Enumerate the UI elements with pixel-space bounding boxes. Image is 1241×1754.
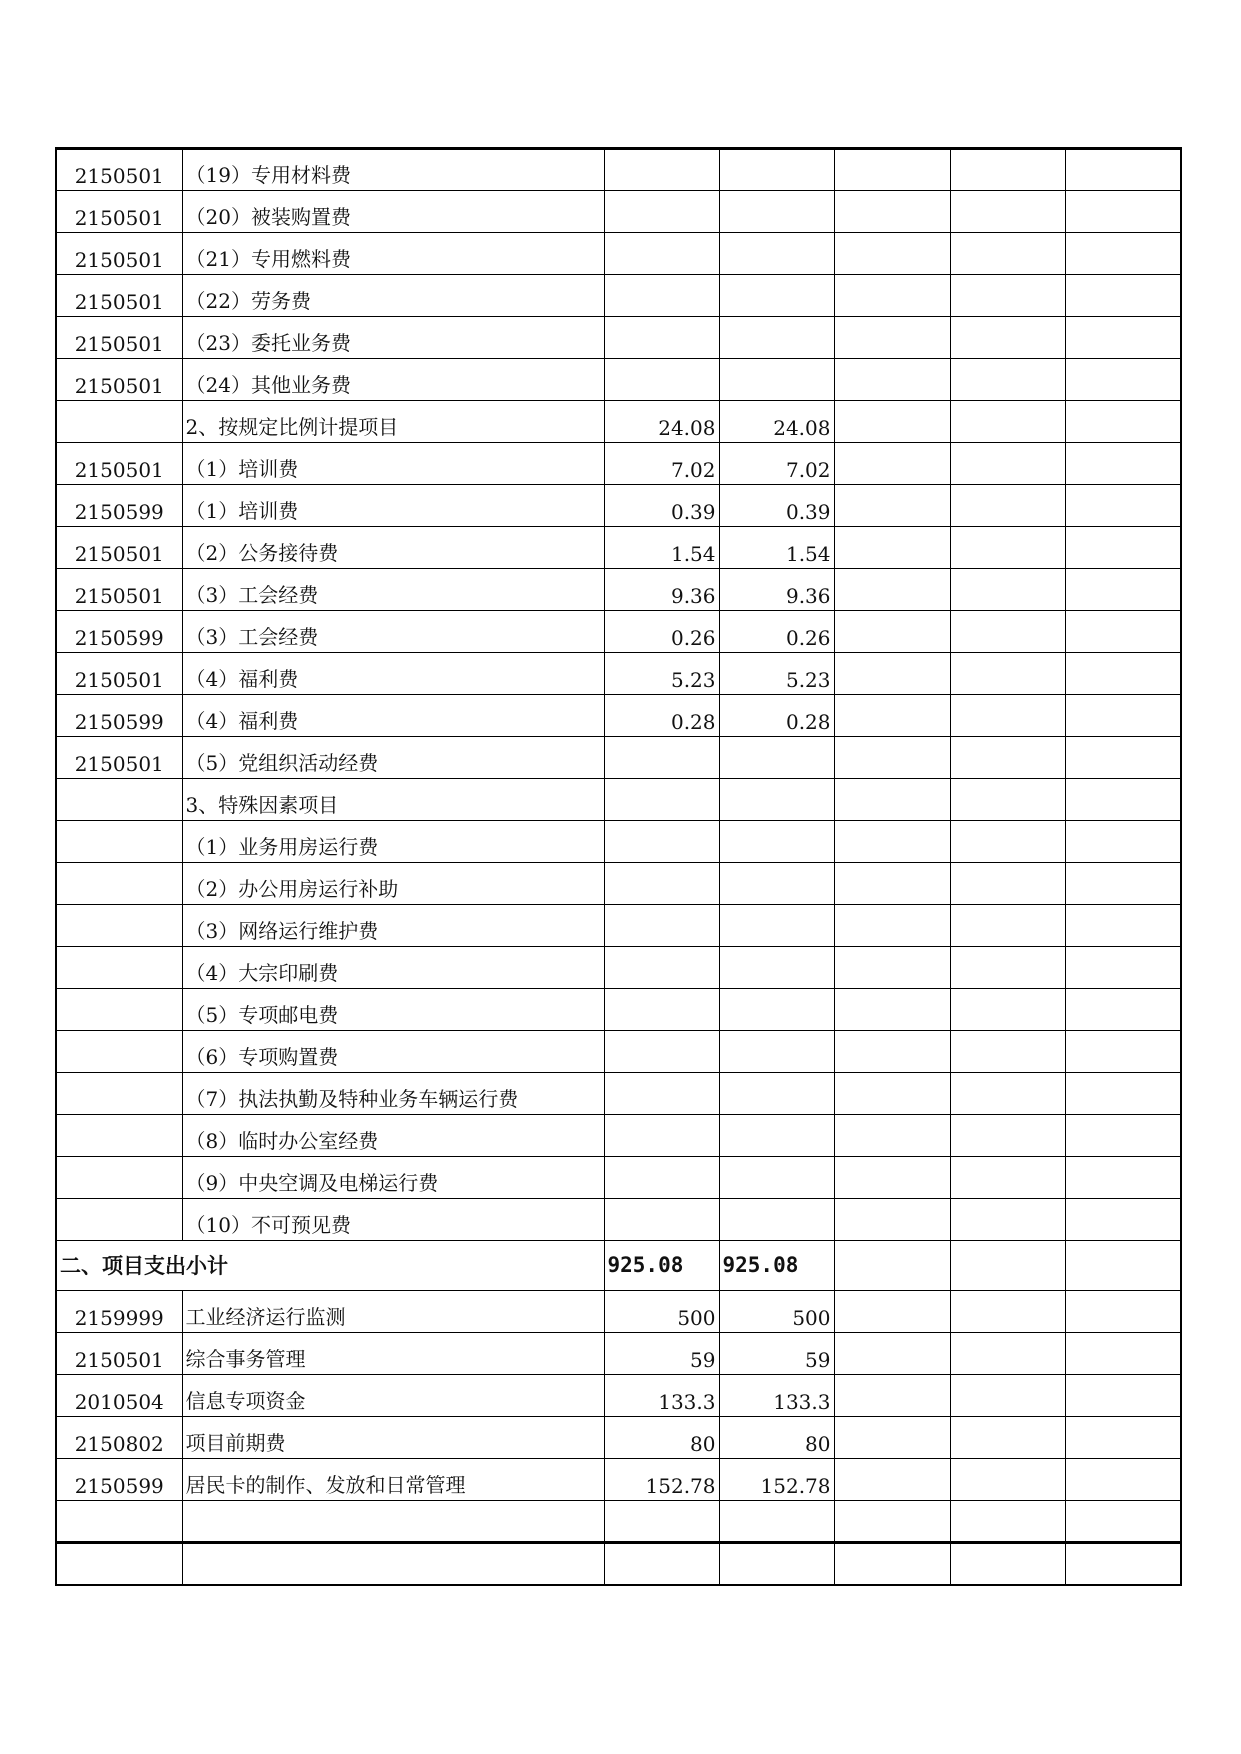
amount-cell[interactable]	[604, 359, 719, 401]
table-cell-col7[interactable]	[1065, 653, 1181, 695]
table-row	[56, 149, 1181, 191]
table-cell-col7[interactable]	[1065, 485, 1181, 527]
subject-code-cell[interactable]: 2150599	[56, 485, 182, 527]
table-cell-col6[interactable]	[950, 989, 1065, 1031]
table-row	[56, 989, 1181, 1031]
amount-cell[interactable]: 24.08	[604, 401, 719, 443]
item-name-cell[interactable]: （6）专项购置费	[182, 1031, 604, 1073]
amount-cell[interactable]: 24.08	[719, 401, 834, 443]
table-cell-col6[interactable]	[950, 1241, 1065, 1291]
item-name-cell[interactable]: （20）被装购置费	[182, 191, 604, 233]
table-cell-col6[interactable]	[950, 1543, 1065, 1585]
table-row	[56, 863, 1181, 905]
table-cell-col5[interactable]	[834, 737, 950, 779]
table-body	[56, 149, 1181, 1585]
subject-code-cell[interactable]: 2150501	[56, 149, 182, 191]
amount-cell[interactable]	[719, 1157, 834, 1199]
subject-code-cell[interactable]: 2150501	[56, 653, 182, 695]
subject-code-cell[interactable]: 2150501	[56, 275, 182, 317]
table-cell-col6[interactable]	[950, 1115, 1065, 1157]
amount-cell[interactable]: 152.78	[604, 1459, 719, 1501]
amount-cell[interactable]: 152.78	[719, 1459, 834, 1501]
subject-code-cell[interactable]: 2159999	[56, 1291, 182, 1333]
amount-cell[interactable]	[719, 149, 834, 191]
amount-cell[interactable]: 0.28	[604, 695, 719, 737]
table-cell-col7[interactable]	[1065, 1031, 1181, 1073]
table-cell-col5[interactable]	[834, 821, 950, 863]
table-cell-col6[interactable]	[950, 737, 1065, 779]
table-row	[56, 1199, 1181, 1241]
table-cell-col6[interactable]	[950, 1073, 1065, 1115]
amount-cell[interactable]	[719, 947, 834, 989]
table-cell-col6[interactable]	[950, 863, 1065, 905]
amount-cell[interactable]: 0.39	[604, 485, 719, 527]
amount-cell[interactable]: 80	[604, 1417, 719, 1459]
item-name-cell[interactable]: （3）工会经费	[182, 611, 604, 653]
table-cell-col7[interactable]	[1065, 695, 1181, 737]
table-cell-col7[interactable]	[1065, 1115, 1181, 1157]
table-row	[56, 401, 1181, 443]
subject-code-cell[interactable]	[56, 1501, 182, 1543]
table-row	[56, 737, 1181, 779]
table-cell-col6[interactable]	[950, 653, 1065, 695]
table-cell-col5[interactable]	[834, 569, 950, 611]
amount-cell[interactable]: 59	[719, 1333, 834, 1375]
table-row	[56, 905, 1181, 947]
item-name-cell[interactable]: 项目前期费	[182, 1417, 604, 1459]
subject-code-cell[interactable]	[56, 401, 182, 443]
table-cell-col7[interactable]	[1065, 233, 1181, 275]
table-cell-col6[interactable]	[950, 1031, 1065, 1073]
amount-cell[interactable]	[719, 821, 834, 863]
amount-cell[interactable]: 0.26	[719, 611, 834, 653]
table-cell-col6[interactable]	[950, 1157, 1065, 1199]
table-row	[56, 233, 1181, 275]
item-name-cell[interactable]	[182, 1543, 604, 1585]
amount-cell[interactable]	[604, 317, 719, 359]
table-cell-col5[interactable]	[834, 191, 950, 233]
table-cell-col6[interactable]	[950, 1417, 1065, 1459]
table-cell-col6[interactable]	[950, 611, 1065, 653]
table-cell-col6[interactable]	[950, 527, 1065, 569]
table-cell-col7[interactable]	[1065, 947, 1181, 989]
amount-cell[interactable]	[604, 1199, 719, 1241]
table-cell-col6[interactable]	[950, 1501, 1065, 1543]
amount-cell[interactable]	[604, 821, 719, 863]
subject-code-cell[interactable]: 2010504	[56, 1375, 182, 1417]
amount-cell[interactable]	[719, 1199, 834, 1241]
item-name-cell[interactable]: （1）培训费	[182, 485, 604, 527]
amount-cell[interactable]	[604, 191, 719, 233]
amount-cell[interactable]: 59	[604, 1333, 719, 1375]
amount-cell[interactable]	[719, 359, 834, 401]
table-cell-col5[interactable]	[834, 485, 950, 527]
table-row	[56, 1157, 1181, 1199]
amount-cell[interactable]: 133.3	[604, 1375, 719, 1417]
amount-cell[interactable]	[719, 863, 834, 905]
amount-cell[interactable]	[604, 905, 719, 947]
subject-code-cell[interactable]: 2150501	[56, 569, 182, 611]
table-cell-col6[interactable]	[950, 1291, 1065, 1333]
amount-cell[interactable]	[719, 1031, 834, 1073]
amount-cell[interactable]	[604, 275, 719, 317]
item-name-cell[interactable]: （4）福利费	[182, 653, 604, 695]
budget-table	[55, 147, 1182, 1586]
table-row	[56, 947, 1181, 989]
subtotal-amount[interactable]: 925.08	[604, 1241, 719, 1291]
subject-code-cell[interactable]: 2150599	[56, 611, 182, 653]
table-row	[56, 611, 1181, 653]
table-cell-col5[interactable]	[834, 1031, 950, 1073]
table-cell-col6[interactable]	[950, 359, 1065, 401]
item-name-cell[interactable]: （3）网络运行维护费	[182, 905, 604, 947]
table-cell-col4[interactable]	[719, 1543, 834, 1585]
table-cell-col6[interactable]	[950, 233, 1065, 275]
table-cell-col5[interactable]	[834, 1199, 950, 1241]
table-cell-col7[interactable]	[1065, 1459, 1181, 1501]
table-cell-col7[interactable]	[1065, 821, 1181, 863]
amount-cell[interactable]	[604, 779, 719, 821]
amount-cell[interactable]	[604, 1031, 719, 1073]
subject-code-cell[interactable]: 2150599	[56, 695, 182, 737]
table-cell-col5[interactable]	[834, 989, 950, 1031]
amount-cell[interactable]: 7.02	[604, 443, 719, 485]
table-cell-col6[interactable]	[950, 695, 1065, 737]
table-cell-col7[interactable]	[1065, 611, 1181, 653]
subject-code-cell[interactable]	[56, 1157, 182, 1199]
item-name-cell[interactable]: （5）党组织活动经费	[182, 737, 604, 779]
table-cell-col7[interactable]	[1065, 1417, 1181, 1459]
amount-cell[interactable]	[604, 863, 719, 905]
table-row	[56, 275, 1181, 317]
amount-cell[interactable]: 7.02	[719, 443, 834, 485]
table-row	[56, 1115, 1181, 1157]
amount-cell[interactable]: 500	[604, 1291, 719, 1333]
table-cell-col7[interactable]	[1065, 1543, 1181, 1585]
subject-code-cell[interactable]	[56, 1199, 182, 1241]
amount-cell[interactable]	[604, 1073, 719, 1115]
item-name-cell[interactable]: （1）培训费	[182, 443, 604, 485]
table-row	[56, 1291, 1181, 1333]
item-name-cell[interactable]: （24）其他业务费	[182, 359, 604, 401]
subject-code-cell[interactable]: 2150501	[56, 233, 182, 275]
amount-cell[interactable]: 5.23	[719, 653, 834, 695]
subtotal-label[interactable]: 二、项目支出小计	[56, 1241, 604, 1291]
table-cell-col5[interactable]	[834, 443, 950, 485]
item-name-cell[interactable]: （7）执法执勤及特种业务车辆运行费	[182, 1073, 604, 1115]
table-cell-col5[interactable]	[834, 233, 950, 275]
amount-cell[interactable]	[604, 149, 719, 191]
table-cell-col7[interactable]	[1065, 527, 1181, 569]
subject-code-cell[interactable]	[56, 1031, 182, 1073]
table-cell-col7[interactable]	[1065, 779, 1181, 821]
item-name-cell[interactable]: （21）专用燃料费	[182, 233, 604, 275]
subject-code-cell[interactable]: 2150501	[56, 359, 182, 401]
amount-cell[interactable]	[719, 275, 834, 317]
table-row	[56, 569, 1181, 611]
item-name-cell[interactable]: 2、按规定比例计提项目	[182, 401, 604, 443]
table-row	[56, 1375, 1181, 1417]
subject-code-cell[interactable]	[56, 1115, 182, 1157]
table-cell-col5[interactable]	[834, 611, 950, 653]
table-cell-col5[interactable]	[834, 401, 950, 443]
table-cell-col3[interactable]	[604, 1543, 719, 1585]
subject-code-cell[interactable]	[56, 1073, 182, 1115]
table-cell-col7[interactable]	[1065, 1241, 1181, 1291]
subject-code-cell[interactable]	[56, 989, 182, 1031]
table-row	[56, 485, 1181, 527]
amount-cell[interactable]: 133.3	[719, 1375, 834, 1417]
amount-cell[interactable]: 0.28	[719, 695, 834, 737]
table-row	[56, 317, 1181, 359]
table-row	[56, 359, 1181, 401]
table-cell-col5[interactable]	[834, 1417, 950, 1459]
amount-cell[interactable]	[719, 1115, 834, 1157]
table-cell-col5[interactable]	[834, 947, 950, 989]
table-cell-col6[interactable]	[950, 485, 1065, 527]
item-name-cell[interactable]: （2）办公用房运行补助	[182, 863, 604, 905]
item-name-cell[interactable]: （23）委托业务费	[182, 317, 604, 359]
table-cell-col5[interactable]	[834, 1333, 950, 1375]
table-cell-col6[interactable]	[950, 149, 1065, 191]
subject-code-cell[interactable]	[56, 779, 182, 821]
amount-cell[interactable]	[604, 989, 719, 1031]
table-cell-col6[interactable]	[950, 1333, 1065, 1375]
item-name-cell[interactable]: 信息专项资金	[182, 1375, 604, 1417]
amount-cell[interactable]	[719, 737, 834, 779]
item-name-cell[interactable]: 工业经济运行监测	[182, 1291, 604, 1333]
table-row	[56, 1459, 1181, 1501]
table-cell-col5[interactable]	[834, 1291, 950, 1333]
empty-row	[56, 1543, 1181, 1585]
subject-code-cell[interactable]: 2150802	[56, 1417, 182, 1459]
table-cell-col5[interactable]	[834, 149, 950, 191]
table-cell-col6[interactable]	[950, 443, 1065, 485]
item-name-cell[interactable]: （22）劳务费	[182, 275, 604, 317]
amount-cell[interactable]	[604, 1115, 719, 1157]
amount-cell[interactable]	[719, 1073, 834, 1115]
amount-cell[interactable]	[719, 191, 834, 233]
table-cell-col5[interactable]	[834, 275, 950, 317]
item-name-cell[interactable]: （1）业务用房运行费	[182, 821, 604, 863]
table-cell-col4[interactable]	[719, 1501, 834, 1543]
table-cell-col5[interactable]	[834, 1543, 950, 1585]
table-cell-col6[interactable]	[950, 1459, 1065, 1501]
amount-cell[interactable]: 500	[719, 1291, 834, 1333]
amount-cell[interactable]	[604, 737, 719, 779]
amount-cell[interactable]	[604, 233, 719, 275]
table-cell-col6[interactable]	[950, 779, 1065, 821]
table-cell-col6[interactable]	[950, 317, 1065, 359]
item-name-cell[interactable]: （3）工会经费	[182, 569, 604, 611]
amount-cell[interactable]	[719, 233, 834, 275]
item-name-cell[interactable]: （9）中央空调及电梯运行费	[182, 1157, 604, 1199]
table-row	[56, 1073, 1181, 1115]
table-cell-col6[interactable]	[950, 1199, 1065, 1241]
item-name-cell[interactable]: 居民卡的制作、发放和日常管理	[182, 1459, 604, 1501]
subject-code-cell[interactable]: 2150599	[56, 1459, 182, 1501]
table-row	[56, 191, 1181, 233]
subject-code-cell[interactable]: 2150501	[56, 527, 182, 569]
table-cell-col5[interactable]	[834, 359, 950, 401]
subject-code-cell[interactable]: 2150501	[56, 443, 182, 485]
amount-cell[interactable]: 9.36	[604, 569, 719, 611]
amount-cell[interactable]: 5.23	[604, 653, 719, 695]
empty-row	[56, 1501, 1181, 1543]
table-cell-col5[interactable]	[834, 695, 950, 737]
amount-cell[interactable]	[719, 905, 834, 947]
item-name-cell[interactable]: （4）福利费	[182, 695, 604, 737]
table-row	[56, 1333, 1181, 1375]
table-cell-col6[interactable]	[950, 905, 1065, 947]
table-cell-col7[interactable]	[1065, 1157, 1181, 1199]
table-cell-col7[interactable]	[1065, 401, 1181, 443]
table-cell-col7[interactable]	[1065, 275, 1181, 317]
table-cell-col7[interactable]	[1065, 737, 1181, 779]
table-cell-col7[interactable]	[1065, 905, 1181, 947]
amount-cell[interactable]: 80	[719, 1417, 834, 1459]
item-name-cell[interactable]: （10）不可预见费	[182, 1199, 604, 1241]
table-cell-col5[interactable]	[834, 653, 950, 695]
table-cell-col7[interactable]	[1065, 1291, 1181, 1333]
table-cell-col5[interactable]	[834, 1375, 950, 1417]
table-row	[56, 1417, 1181, 1459]
amount-cell[interactable]	[604, 947, 719, 989]
table-cell-col5[interactable]	[834, 1241, 950, 1291]
subject-code-cell[interactable]	[56, 905, 182, 947]
table-cell-col5[interactable]	[834, 779, 950, 821]
subtotal-amount[interactable]: 925.08	[719, 1241, 834, 1291]
table-row	[56, 527, 1181, 569]
item-name-cell[interactable]: （19）专用材料费	[182, 149, 604, 191]
table-cell-col7[interactable]	[1065, 359, 1181, 401]
subject-code-cell[interactable]: 2150501	[56, 737, 182, 779]
table-cell-col7[interactable]	[1065, 191, 1181, 233]
item-name-cell[interactable]: 综合事务管理	[182, 1333, 604, 1375]
table-cell-col5[interactable]	[834, 1157, 950, 1199]
table-cell-col7[interactable]	[1065, 1199, 1181, 1241]
table-cell-col5[interactable]	[834, 1501, 950, 1543]
table-row	[56, 695, 1181, 737]
subject-code-cell[interactable]: 2150501	[56, 317, 182, 359]
table-cell-col7[interactable]	[1065, 149, 1181, 191]
table-cell-col3[interactable]	[604, 1501, 719, 1543]
table-cell-col6[interactable]	[950, 275, 1065, 317]
amount-cell[interactable]: 1.54	[719, 527, 834, 569]
table-cell-col7[interactable]	[1065, 317, 1181, 359]
table-row	[56, 653, 1181, 695]
amount-cell[interactable]: 0.39	[719, 485, 834, 527]
amount-cell[interactable]: 9.36	[719, 569, 834, 611]
subject-code-cell[interactable]: 2150501	[56, 1333, 182, 1375]
table-cell-col7[interactable]	[1065, 989, 1181, 1031]
item-name-cell[interactable]: 3、特殊因素项目	[182, 779, 604, 821]
table-cell-col7[interactable]	[1065, 1501, 1181, 1543]
table-row	[56, 821, 1181, 863]
subject-code-cell[interactable]	[56, 863, 182, 905]
table-cell-col7[interactable]	[1065, 1375, 1181, 1417]
table-cell-col7[interactable]	[1065, 1073, 1181, 1115]
table-cell-col6[interactable]	[950, 947, 1065, 989]
table-cell-col6[interactable]	[950, 569, 1065, 611]
amount-cell[interactable]	[604, 1157, 719, 1199]
table-cell-col5[interactable]	[834, 863, 950, 905]
item-name-cell[interactable]	[182, 1501, 604, 1543]
item-name-cell[interactable]: （5）专项邮电费	[182, 989, 604, 1031]
table-row	[56, 443, 1181, 485]
table-cell-col5[interactable]	[834, 1459, 950, 1501]
table-cell-col5[interactable]	[834, 1073, 950, 1115]
subject-code-cell[interactable]	[56, 821, 182, 863]
table-cell-col5[interactable]	[834, 905, 950, 947]
table-cell-col7[interactable]	[1065, 443, 1181, 485]
amount-cell[interactable]: 1.54	[604, 527, 719, 569]
table-cell-col7[interactable]	[1065, 1333, 1181, 1375]
table-cell-col6[interactable]	[950, 401, 1065, 443]
subtotal-row	[56, 1241, 1181, 1291]
amount-cell[interactable]	[719, 779, 834, 821]
item-name-cell[interactable]: （4）大宗印刷费	[182, 947, 604, 989]
subject-code-cell[interactable]: 2150501	[56, 191, 182, 233]
item-name-cell[interactable]: （8）临时办公室经费	[182, 1115, 604, 1157]
table-cell-col6[interactable]	[950, 191, 1065, 233]
table-cell-col5[interactable]	[834, 317, 950, 359]
subject-code-cell[interactable]	[56, 947, 182, 989]
table-row	[56, 779, 1181, 821]
table-cell-col5[interactable]	[834, 1115, 950, 1157]
item-name-cell[interactable]: （2）公务接待费	[182, 527, 604, 569]
table-cell-col5[interactable]	[834, 527, 950, 569]
amount-cell[interactable]	[719, 989, 834, 1031]
subject-code-cell[interactable]	[56, 1543, 182, 1585]
amount-cell[interactable]	[719, 317, 834, 359]
table-cell-col7[interactable]	[1065, 569, 1181, 611]
amount-cell[interactable]: 0.26	[604, 611, 719, 653]
table-cell-col6[interactable]	[950, 1375, 1065, 1417]
table-cell-col7[interactable]	[1065, 863, 1181, 905]
table-row	[56, 1031, 1181, 1073]
table-cell-col6[interactable]	[950, 821, 1065, 863]
